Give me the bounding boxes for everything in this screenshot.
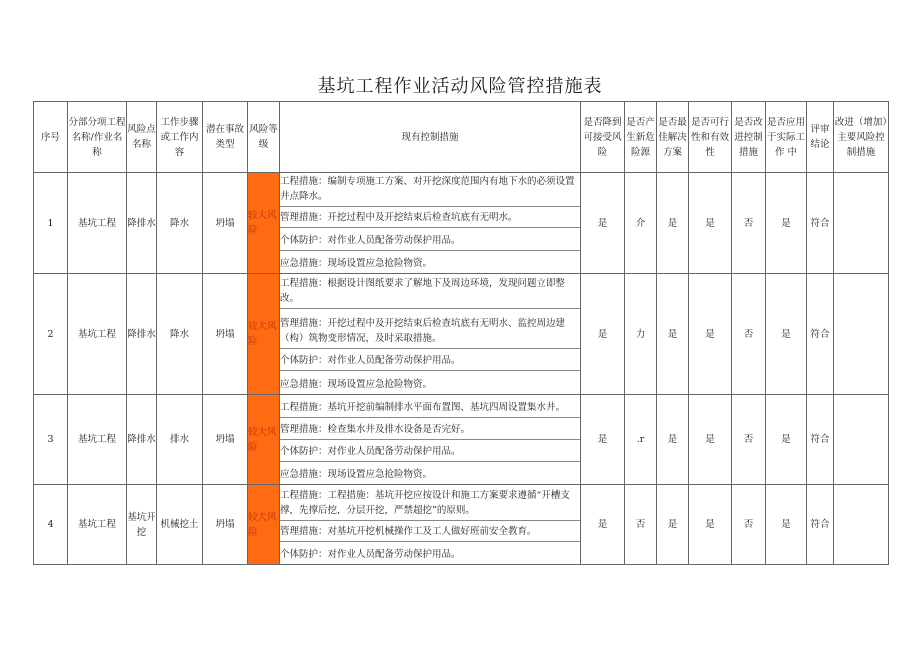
column-header: 工作步骤或工作内容 [157,102,203,173]
cell-new-hazard: 介 [625,173,657,274]
cell-improve: 否 [732,274,766,395]
table-row [34,274,889,395]
cell-acceptable: 是 [581,395,625,485]
cell-feasible: 是 [689,173,732,274]
cell-improve: 否 [732,173,766,274]
risk-control-table [33,101,889,565]
cell-level: 较大风险 [248,395,280,485]
column-header: 风险点名称 [127,102,157,173]
cell-conclusion: 符合 [807,395,834,485]
page-title: 基坑工程作业活动风险管控措施表 [317,76,603,97]
control-measure: 工程措施：编制专项施工方案、对开挖深度范围内有地下水的必须设置井点降水。 [280,173,580,207]
cell-no: 4 [34,485,68,565]
cell-extra [834,173,889,274]
control-measure: 工程措施：根据设计图纸要求了解地下及周边环境，发现问题立即整改。 [280,274,580,309]
control-measure: 管理措施：检查集水井及排水设备是否完好。 [280,418,580,440]
column-header: 是否应用于实际工作 中 [766,102,807,173]
cell-accident: 坍塌 [203,274,248,395]
cell-point: 降排水 [127,173,157,274]
cell-level: 较大风险 [248,274,280,395]
control-measure: 个体防护：对作业人员配备劳动保护用品。 [280,549,461,560]
control-measure: 工程措施：基坑开挖前编制排水平面布置图、基坑四周设置集水井。 [280,395,580,418]
cell-acceptable: 是 [581,173,625,274]
cell-step: 降水 [157,173,203,274]
cell-no: 3 [34,395,68,485]
cell-conclusion: 符合 [807,173,834,274]
cell-point: 基坑开挖 [127,485,157,565]
column-header: 是否降到可接受风险 [581,102,625,173]
column-header: 改进（增加）主要风险控制措施 [834,102,889,173]
control-measures-cell [280,274,581,395]
cell-applied: 是 [766,173,807,274]
control-measure: 个体防护：对作业人员配备劳动保护用品。 [280,349,580,371]
column-header: 分部分项工程名称/作业名称 [68,102,127,173]
cell-project: 基坑工程 [68,173,127,274]
control-measures-cell [280,485,581,565]
control-measure: 应急措施：现场设置应急抢险物资。 [280,379,433,390]
header-row [34,102,889,173]
cell-step: 机械挖土 [157,485,203,565]
cell-project: 基坑工程 [68,395,127,485]
cell-best: 是 [657,395,689,485]
cell-applied: 是 [766,274,807,395]
cell-feasible: 是 [689,485,732,565]
cell-new-hazard: 力 [625,274,657,395]
cell-step: 排水 [157,395,203,485]
column-header: 现有控制措施 [280,102,581,173]
cell-conclusion: 符合 [807,485,834,565]
cell-new-hazard: 否 [625,485,657,565]
control-measure: 管理措施：对基坑开挖机械操作工及工人做好班前安全教育。 [280,521,580,542]
cell-no: 1 [34,173,68,274]
control-measures-cell [280,395,581,485]
cell-applied: 是 [766,485,807,565]
cell-point: 降排水 [127,274,157,395]
column-header: 是否可行性和有效性 [689,102,732,173]
cell-feasible: 是 [689,395,732,485]
control-measure: 个体防护：对作业人员配备劳动保护用品。 [280,440,580,462]
cell-no: 2 [34,274,68,395]
cell-best: 是 [657,485,689,565]
cell-extra [834,395,889,485]
control-measures-cell [280,173,581,274]
column-header: 是否改进控制措施 [732,102,766,173]
cell-extra [834,485,889,565]
control-measure: 工程措施：工程措施：基坑开挖应按设计和施工方案要求遵循“开槽支撑，先撑后挖，分层开挖，严禁超挖”的原则。 [280,485,580,521]
column-header: 是否产生新危险源 [625,102,657,173]
control-measure: 管理措施：开挖过程中及开挖结束后检查坑底有无明水、监控周边建（构）筑物变形情况，及时采取措施。 [280,309,580,349]
cell-best: 是 [657,173,689,274]
cell-extra [834,274,889,395]
cell-accident: 坍塌 [203,395,248,485]
cell-point: 降排水 [127,395,157,485]
column-header: 风险等级 [248,102,280,173]
cell-best: 是 [657,274,689,395]
cell-acceptable: 是 [581,485,625,565]
cell-level: 较大风险 [248,485,280,565]
table-row [34,485,889,565]
column-header: 序号 [34,102,68,173]
cell-feasible: 是 [689,274,732,395]
control-measure: 个体防护：对作业人员配备劳动保护用品。 [280,228,580,251]
cell-accident: 坍塌 [203,485,248,565]
cell-step: 降水 [157,274,203,395]
table-row [34,395,889,485]
cell-applied: 是 [766,395,807,485]
cell-new-hazard: .r [625,395,657,485]
cell-accident: 坍塌 [203,173,248,274]
control-measure: 管理措施：开挖过程中及开挖结束后检查坑底有无明水。 [280,207,580,228]
cell-improve: 否 [732,395,766,485]
cell-acceptable: 是 [581,274,625,395]
cell-level: 较大风险 [248,173,280,274]
cell-conclusion: 符合 [807,274,834,395]
control-measure: 应急措施：现场设置应急抢险物资。 [280,258,433,269]
cell-improve: 否 [732,485,766,565]
column-header: 潜在事故类型 [203,102,248,173]
control-measure: 应急措施：现场设置应急抢险物资。 [280,469,433,480]
cell-project: 基坑工程 [68,274,127,395]
column-header: 是否最佳解决方案 [657,102,689,173]
table-row [34,173,889,274]
cell-project: 基坑工程 [68,485,127,565]
column-header: 评审结论 [807,102,834,173]
